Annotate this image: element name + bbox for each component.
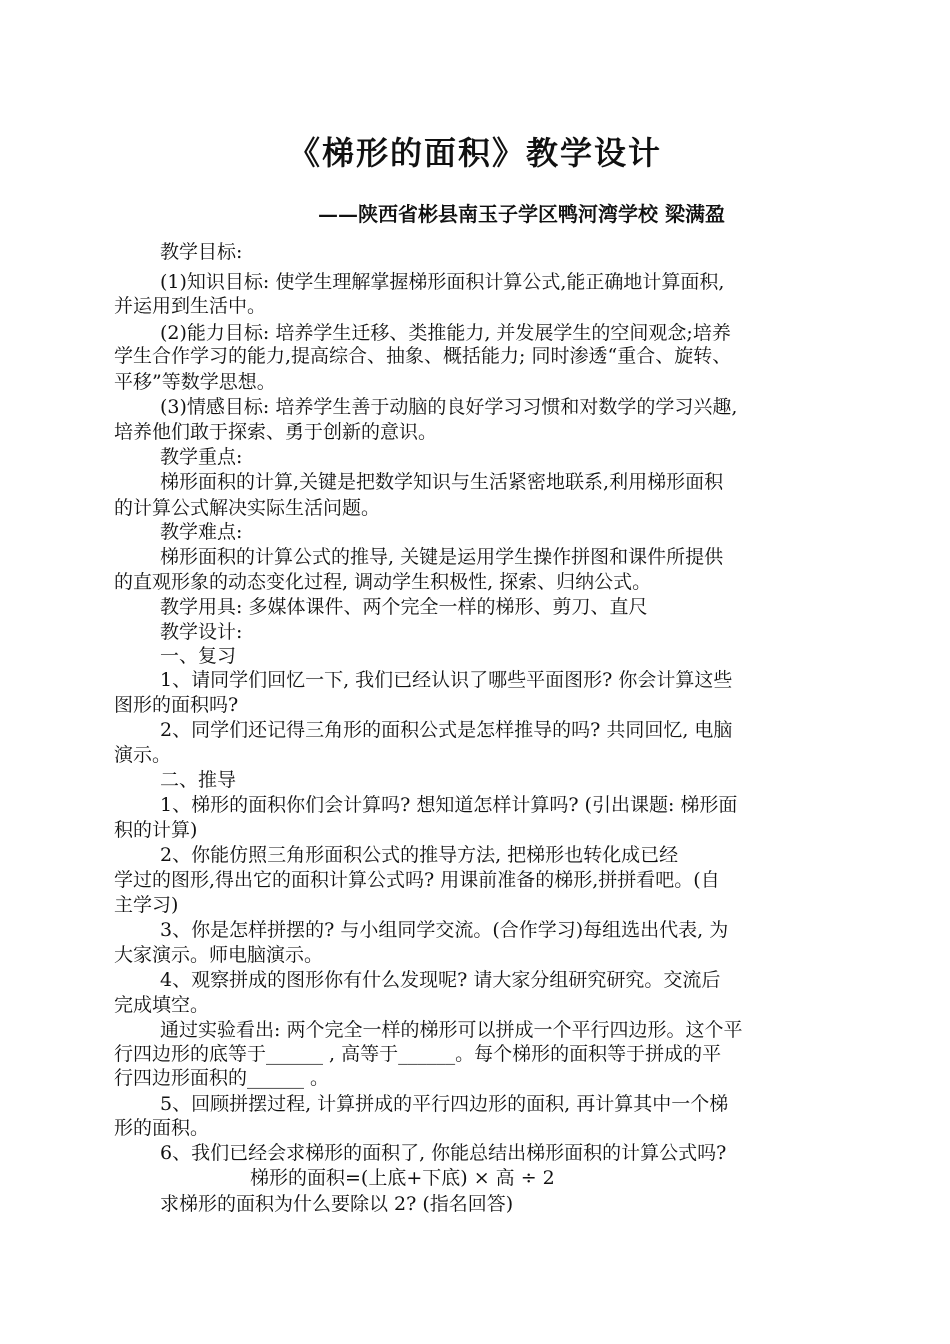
paragraph-line: 的计算公式解决实际生活问题。 — [114, 497, 381, 519]
paragraph-line: 形的面积。 — [114, 1117, 210, 1139]
paragraph-line: 5、回顾拼摆过程, 计算拼成的平行四边形的面积, 再计算其中一个梯 — [160, 1093, 729, 1115]
document-title: 《梯形的面积》教学设计 — [287, 134, 662, 172]
paragraph-line: 3、你是怎样拼摆的? 与小组同学交流。(合作学习)每组选出代表, 为 — [160, 919, 729, 941]
heading-key-points: 教学重点: — [160, 446, 243, 468]
paragraph-line: 学生合作学习的能力,提高综合、抽象、概括能力; 同时渗透“重合、旋转、 — [114, 345, 732, 367]
paragraph-line: 培养他们敢于探索、勇于创新的意识。 — [114, 421, 438, 443]
heading-teaching-design: 教学设计: — [160, 621, 243, 643]
section-heading-derivation: 二、推导 — [160, 769, 237, 791]
paragraph-line: (3)情感目标: 培养学生善于动脑的良好学习习惯和对数学的学习兴趣, — [160, 396, 738, 418]
paragraph-line: 演示。 — [114, 744, 172, 766]
paragraph-line: 主学习) — [114, 894, 179, 916]
paragraph-line: 通过实验看出: 两个完全一样的梯形可以拼成一个平行四边形。这个平 — [160, 1019, 743, 1041]
paragraph-line: (1)知识目标: 使学生理解掌握梯形面积计算公式,能正确地计算面积, — [160, 271, 725, 293]
author-byline: ——陕西省彬县南玉子学区鸭河湾学校 梁满盈 — [318, 202, 725, 226]
paragraph-line: 1、请同学们回忆一下, 我们已经认识了哪些平面图形? 你会计算这些 — [160, 669, 733, 691]
paragraph-line: 梯形面积的计算公式的推导, 关键是运用学生操作拼图和课件所提供 — [160, 546, 724, 568]
fill-blank-line: 行四边形面积的______ 。 — [114, 1067, 330, 1089]
section-heading-review: 一、复习 — [160, 645, 237, 667]
paragraph-line: 2、你能仿照三角形面积公式的推导方法, 把梯形也转化成已经 — [160, 844, 679, 866]
paragraph-line: 并运用到生活中。 — [114, 295, 267, 317]
paragraph-line: 图形的面积吗? — [114, 694, 239, 716]
paragraph-line: 积的计算) — [114, 819, 198, 841]
paragraph-line: 平移”等数学思想。 — [114, 371, 276, 393]
paragraph-line: 6、我们已经会求梯形的面积了, 你能总结出梯形面积的计算公式吗? — [160, 1142, 727, 1164]
paragraph-line: 2、同学们还记得三角形的面积公式是怎样推导的吗? 共同回忆, 电脑 — [160, 719, 733, 741]
paragraph-line: 梯形面积的计算,关键是把数学知识与生活紧密地联系,利用梯形面积 — [160, 471, 724, 493]
area-formula: 梯形的面积=(上底+下底) × 高 ÷ 2 — [250, 1167, 555, 1189]
paragraph-line: (2)能力目标: 培养学生迁移、类推能力, 并发展学生的空间观念;培养 — [160, 322, 731, 344]
heading-difficulties: 教学难点: — [160, 521, 243, 543]
paragraph-line: 4、观察拼成的图形你有什么发现呢? 请大家分组研究研究。交流后 — [160, 969, 721, 991]
paragraph-line: 教学用具: 多媒体课件、两个完全一样的梯形、剪刀、直尺 — [160, 596, 648, 618]
paragraph-line: 1、梯形的面积你们会计算吗? 想知道怎样计算吗? (引出课题: 梯形面 — [160, 794, 738, 816]
paragraph-line: 求梯形的面积为什么要除以 2? (指名回答) — [160, 1193, 514, 1215]
paragraph-line: 大家演示。师电脑演示。 — [114, 944, 324, 966]
paragraph-line: 的直观形象的动态变化过程, 调动学生积极性, 探索、归纳公式。 — [114, 571, 652, 593]
paragraph-line: 学过的图形,得出它的面积计算公式吗? 用课前准备的梯形,拼拼看吧。(自 — [114, 869, 720, 891]
heading-teaching-goals: 教学目标: — [160, 241, 243, 263]
fill-blank-line: 行四边形的底等于______ , 高等于______。每个梯形的面积等于拼成的平 — [114, 1043, 722, 1065]
paragraph-line: 完成填空。 — [114, 994, 210, 1016]
